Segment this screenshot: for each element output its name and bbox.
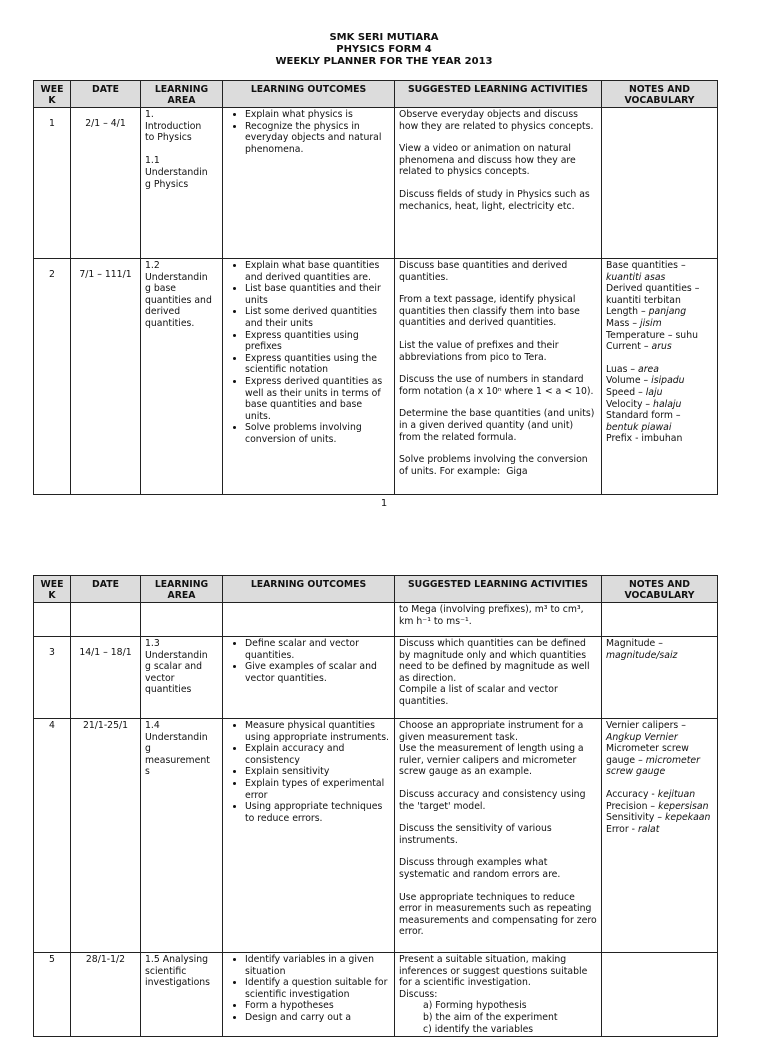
col-header-outcomes: LEARNING OUTCOMES (223, 576, 395, 603)
activity-paragraph: to Mega (involving prefixes), m³ to cm³, km h⁻¹ to ms⁻¹. (399, 604, 587, 627)
activity-paragraph: Discuss fields of study in Physics such as mechanics, heat, light, electricity etc. (399, 188, 593, 212)
week-cell: 3 (34, 637, 71, 719)
activities-cell (395, 953, 602, 1037)
vocab-entry: Volume – isipadu (606, 375, 685, 387)
document-header (0, 32, 768, 68)
week-cell: 5 (34, 953, 71, 1037)
activity-paragraph: Discuss through examples what systematic and random errors are. (399, 857, 561, 880)
date-cell: 21/1-25/1 (71, 719, 141, 953)
vocab-entry: Speed – laju (606, 386, 663, 398)
notes-cell (602, 259, 718, 495)
vocab-entry: Magnitude – magnitude/saiz (606, 638, 678, 661)
week-cell: 1 (34, 108, 71, 259)
list-item: • Explain sensitivity (245, 766, 390, 778)
vocab-entry: Derived quantities – kuantiti terbitan (606, 283, 700, 306)
planner-table-page-2 (33, 575, 718, 1037)
col-header-week: WEE K (34, 576, 71, 603)
activity-paragraph: Discuss the use of numbers in standard form notation (a x 10ⁿ where 1 < a < 10). (399, 374, 594, 397)
list-item: • Form a hypotheses (245, 1000, 390, 1012)
notes-cell (602, 637, 718, 719)
list-item: • Identify variables in a given situation (245, 954, 390, 977)
list-item: • Explain accuracy and consistency (245, 743, 390, 766)
col-header-date: DATE (71, 576, 141, 603)
activities-cell (395, 259, 602, 495)
activity-paragraph: View a video or animation on natural phenomena and discuss how they are related to physics concepts. (399, 143, 579, 178)
table-row (34, 603, 718, 637)
activity-paragraph: From a text passage, identify physical quantities then classify them into base quantities and derived quantities. (399, 294, 583, 329)
activity-paragraph: Choose an appropriate instrument for a given measurement task. Use the measurement of length using a ruler, vernier calipers and micrometer screw gauge as an example. (399, 720, 584, 778)
week-cell: 2 (34, 259, 71, 495)
vocab-entry: Error - ralat (606, 823, 660, 835)
list-item: • List base quantities and their units (245, 283, 390, 306)
list-item: • Express derived quantities as well as their units in terms of base quantities and base units. (245, 376, 390, 422)
activity-paragraph: Solve problems involving the conversion of units. For example: Giga (399, 454, 591, 477)
col-header-activities: SUGGESTED LEARNING ACTIVITIES (395, 576, 602, 603)
outcomes-cell (223, 108, 395, 259)
list-item: • Recognize the physics in everyday objects and natural phenomena. (245, 121, 390, 156)
col-header-notes: NOTES AND VOCABULARY (602, 576, 718, 603)
vocab-entry: Vernier calipers – Angkup Vernier (606, 720, 686, 743)
list-item: • Express quantities using the scientific notation (245, 353, 390, 376)
vocab-entry: Luas – area (606, 363, 659, 375)
vocab-entry: Micrometer screw gauge – micrometer screw gauge (606, 743, 700, 778)
activity-paragraph: Discuss which quantities can be defined by magnitude only and which quantities need to be defined by magnitude as well as direction. Compile a list of scalar and vector quantities. (399, 638, 590, 707)
col-header-notes: NOTES AND VOCABULARY (602, 81, 718, 108)
area-cell: 1.2 Understandin g base quantities and derived quantities. (141, 259, 223, 495)
planner-table-page-1 (33, 80, 718, 495)
activity-paragraph: Discuss accuracy and consistency using the 'target' model. (399, 788, 589, 812)
list-item: • Explain types of experimental error (245, 778, 390, 801)
list-item: b) the aim of the experiment (423, 1011, 558, 1023)
school-name: SMK SERI MUTIARA (329, 32, 439, 43)
outcomes-cell (223, 259, 395, 495)
activity-paragraph: Discuss the sensitivity of various instruments. (399, 823, 555, 846)
vocab-entry: Precision – kepersisan (606, 800, 709, 812)
list-item: • Explain what physics is (245, 109, 390, 121)
activity-paragraph: List the value of prefixes and their abbreviations from pico to Tera. (399, 339, 562, 363)
document-title: WEEKLY PLANNER FOR THE YEAR 2013 (275, 56, 493, 67)
subject-name: PHYSICS FORM 4 (336, 44, 432, 55)
vocab-entry: Current – arus (606, 341, 672, 353)
list-item: • Solve problems involving conversion of units. (245, 422, 390, 445)
col-header-week: WEE K (34, 81, 71, 108)
page-number: 1 (380, 498, 388, 509)
activity-paragraph: Discuss base quantities and derived quantities. (399, 260, 571, 283)
vocab-entry: Prefix - imbuhan (606, 433, 683, 445)
activity-paragraph: Determine the base quantities (and units) in a given derived quantity (and unit) from the related formula. (399, 408, 598, 443)
table-row (34, 953, 718, 1037)
outcomes-cell (223, 953, 395, 1037)
date-cell: 2/1 – 4/1 (71, 108, 141, 259)
activity-paragraph: Present a suitable situation, making inferences or suggest questions suitable for a scientific investigation. Discuss: (399, 954, 588, 1000)
col-header-area: LEARNING AREA (141, 576, 223, 603)
col-header-activities: SUGGESTED LEARNING ACTIVITIES (395, 81, 602, 108)
col-header-area: LEARNING AREA (141, 81, 223, 108)
list-item: • Design and carry out a (245, 1012, 390, 1024)
list-item: • Identify a question suitable for scientific investigation (245, 977, 390, 1000)
activities-cell (395, 603, 602, 637)
outcomes-cell (223, 719, 395, 953)
activities-cell (395, 719, 602, 953)
vocab-entry: Standard form – bentuk piawai (606, 410, 681, 433)
list-item: • Measure physical quantities using appropriate instruments. (245, 720, 390, 743)
week-cell: 4 (34, 719, 71, 953)
vocab-entry: Sensitivity – kepekaan (606, 812, 711, 824)
notes-cell (602, 108, 718, 259)
vocab-entry: Base quantities – kuantiti asas (606, 260, 686, 283)
area-cell: 1.3 Understandin g scalar and vector quantities (141, 637, 223, 719)
table-row (34, 108, 718, 259)
list-item: • Explain what base quantities and derived quantities are. (245, 260, 390, 283)
list-item: • Using appropriate techniques to reduce errors. (245, 801, 390, 824)
date-cell: 7/1 – 111/1 (71, 259, 141, 495)
vocab-entry: Velocity – halaju (606, 398, 682, 410)
list-item: • Express quantities using prefixes (245, 330, 390, 353)
activity-paragraph: Observe everyday objects and discuss how they are related to physics concepts. (399, 109, 594, 132)
col-header-outcomes: LEARNING OUTCOMES (223, 81, 395, 108)
vocab-entry: Mass – jisim (606, 317, 662, 329)
table-row (34, 259, 718, 495)
date-cell: 28/1-1/2 (71, 953, 141, 1037)
notes-cell (602, 719, 718, 953)
activities-cell (395, 108, 602, 259)
list-item: a) Forming hypothesis (423, 1000, 527, 1012)
header-row (34, 576, 718, 603)
list-item: • Define scalar and vector quantities. (245, 638, 390, 661)
vocab-entry: Temperature – suhu (606, 329, 698, 341)
list-item: • List some derived quantities and their units (245, 306, 390, 329)
vocab-entry: Accuracy - kejituan (606, 788, 696, 800)
list-item: c) identify the variables (423, 1023, 534, 1035)
col-header-date: DATE (71, 81, 141, 108)
table-row (34, 637, 718, 719)
area-cell: 1. Introduction to Physics 1.1 Understandin g Physics (141, 108, 223, 259)
area-cell: 1.4 Understandin g measurement s (141, 719, 223, 953)
activity-paragraph: Use appropriate techniques to reduce error in measurements such as repeating measurements and compensating for zero error. (399, 891, 600, 938)
activities-cell (395, 637, 602, 719)
table-row (34, 719, 718, 953)
area-cell: 1.5 Analysing scientific investigations (141, 953, 223, 1037)
header-row (34, 81, 718, 108)
vocab-entry: Length – panjang (606, 306, 687, 318)
date-cell: 14/1 – 18/1 (71, 637, 141, 719)
notes-cell (602, 953, 718, 1037)
list-item: • Give examples of scalar and vector quantities. (245, 661, 390, 684)
outcomes-cell (223, 637, 395, 719)
